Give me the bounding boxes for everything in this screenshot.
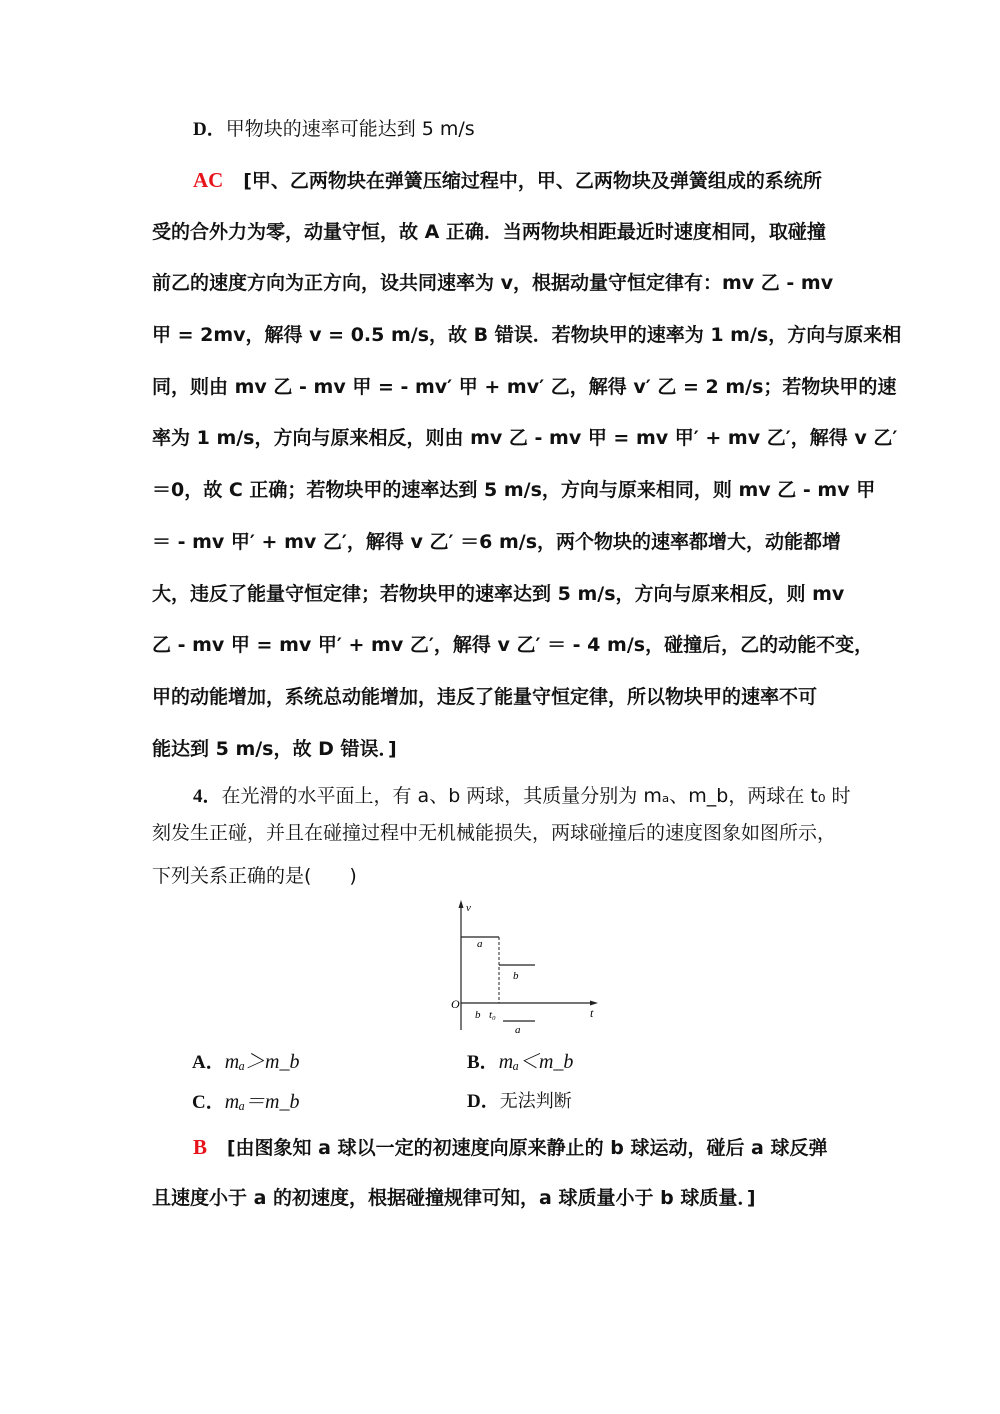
explanation-line: 乙 - mv 甲 = mv 甲′ + mv 乙′，解得 v 乙′ ＝ - 4 m/s，碰撞后，乙的动能不变， [152, 634, 874, 656]
answer-key: AC [193, 168, 224, 192]
label-a-after: a [515, 1024, 521, 1036]
explanation-line [193, 1134, 893, 1161]
explanation-line: ＝0，故 C 正确；若物块甲的速率达到 5 m/s，方向与原来相同，则 mv 乙 - mv 甲 [152, 479, 876, 501]
explanation-line: 受的合外力为零，动量守恒，故 A 正确．当两物块相距最近时速度相同，取碰撞 [152, 221, 826, 243]
explanation-line [193, 167, 893, 194]
velocity-time-graph [440, 895, 610, 1040]
answer-key: B [193, 1135, 208, 1159]
explanation-line: 率为 1 m/s，方向与原来相反，则由 mv 乙 - mv 甲 = mv 甲′ + mv 乙′，解得 v 乙′ [152, 427, 898, 449]
y-axis-arrow [459, 900, 464, 908]
option-d-prev [193, 116, 893, 143]
x-axis-label: t [590, 1006, 594, 1020]
option-b[interactable] [467, 1050, 573, 1075]
option-label: D． [193, 119, 226, 140]
question-number: 4． [193, 786, 222, 807]
label-b-before: b [475, 1009, 481, 1021]
question-line: 刻发生正碰，并且在碰撞过程中无机械能损失，两球碰撞后的速度图象如图所示， [152, 822, 837, 844]
label-a-before: a [477, 938, 483, 950]
explanation-text: [甲、乙两物块在弹簧压缩过程中，甲、乙两物块及弹簧组成的系统所 [243, 170, 822, 192]
explanation-text: [由图象知 a 球以一定的初速度向原来静止的 b 球运动，碰后 a 球反弹 [226, 1137, 828, 1159]
option-label: D． [467, 1091, 500, 1112]
option-label: B． [467, 1052, 499, 1073]
y-axis-label: v [466, 902, 471, 914]
option-text: mₐ＜m_b [498, 1051, 574, 1073]
explanation-line: 能达到 5 m/s，故 D 错误．] [152, 738, 397, 760]
x-axis-arrow [590, 1001, 598, 1006]
explanation-line: ＝ - mv 甲′ + mv 乙′，解得 v 乙′ ＝6 m/s，两个物块的速率都增大，动能都增 [152, 531, 842, 553]
option-text: 甲物块的速率可能达到 5 m/s [225, 118, 475, 140]
explanation-line: 前乙的速度方向为正方向，设共同速率为 v，根据动量守恒定律有：mv 乙 - mv [152, 272, 834, 294]
t0-label: t₀ [489, 1009, 496, 1021]
label-b-after: b [513, 970, 519, 982]
option-text: mₐ＝m_b [224, 1091, 300, 1113]
explanation-line: 甲的动能增加，系统总动能增加，违反了能量守恒定律，所以物块甲的速率不可 [152, 686, 818, 708]
option-label: A． [192, 1052, 225, 1073]
explanation-line: 甲 = 2mv，解得 v = 0.5 m/s，故 B 错误．若物块甲的速率为 1 m/s，方向与原来相 [152, 324, 902, 346]
question-line [193, 783, 893, 810]
origin-label: O [451, 997, 460, 1011]
explanation-line: 且速度小于 a 的初速度，根据碰撞规律可知，a 球质量小于 b 球质量．] [152, 1187, 756, 1209]
option-d[interactable] [467, 1090, 572, 1114]
question-line: 下列关系正确的是( ) [152, 865, 357, 887]
option-label: C． [192, 1092, 225, 1113]
option-a[interactable] [192, 1050, 299, 1075]
option-c[interactable] [192, 1090, 299, 1115]
question-text: 在光滑的水平面上，有 a、b 两球，其质量分别为 mₐ、m_b，两球在 t₀ 时 [221, 785, 851, 807]
explanation-line: 大，违反了能量守恒定律；若物块甲的速率达到 5 m/s，方向与原来相反，则 mv [152, 583, 845, 605]
option-text: 无法判断 [499, 1091, 572, 1112]
option-text: mₐ＞m_b [224, 1051, 300, 1073]
explanation-line: 同，则由 mv 乙 - mv 甲 = - mv′ 甲 + mv′ 乙，解得 v′ 乙 = 2 m/s；若物块甲的速 [152, 376, 897, 398]
